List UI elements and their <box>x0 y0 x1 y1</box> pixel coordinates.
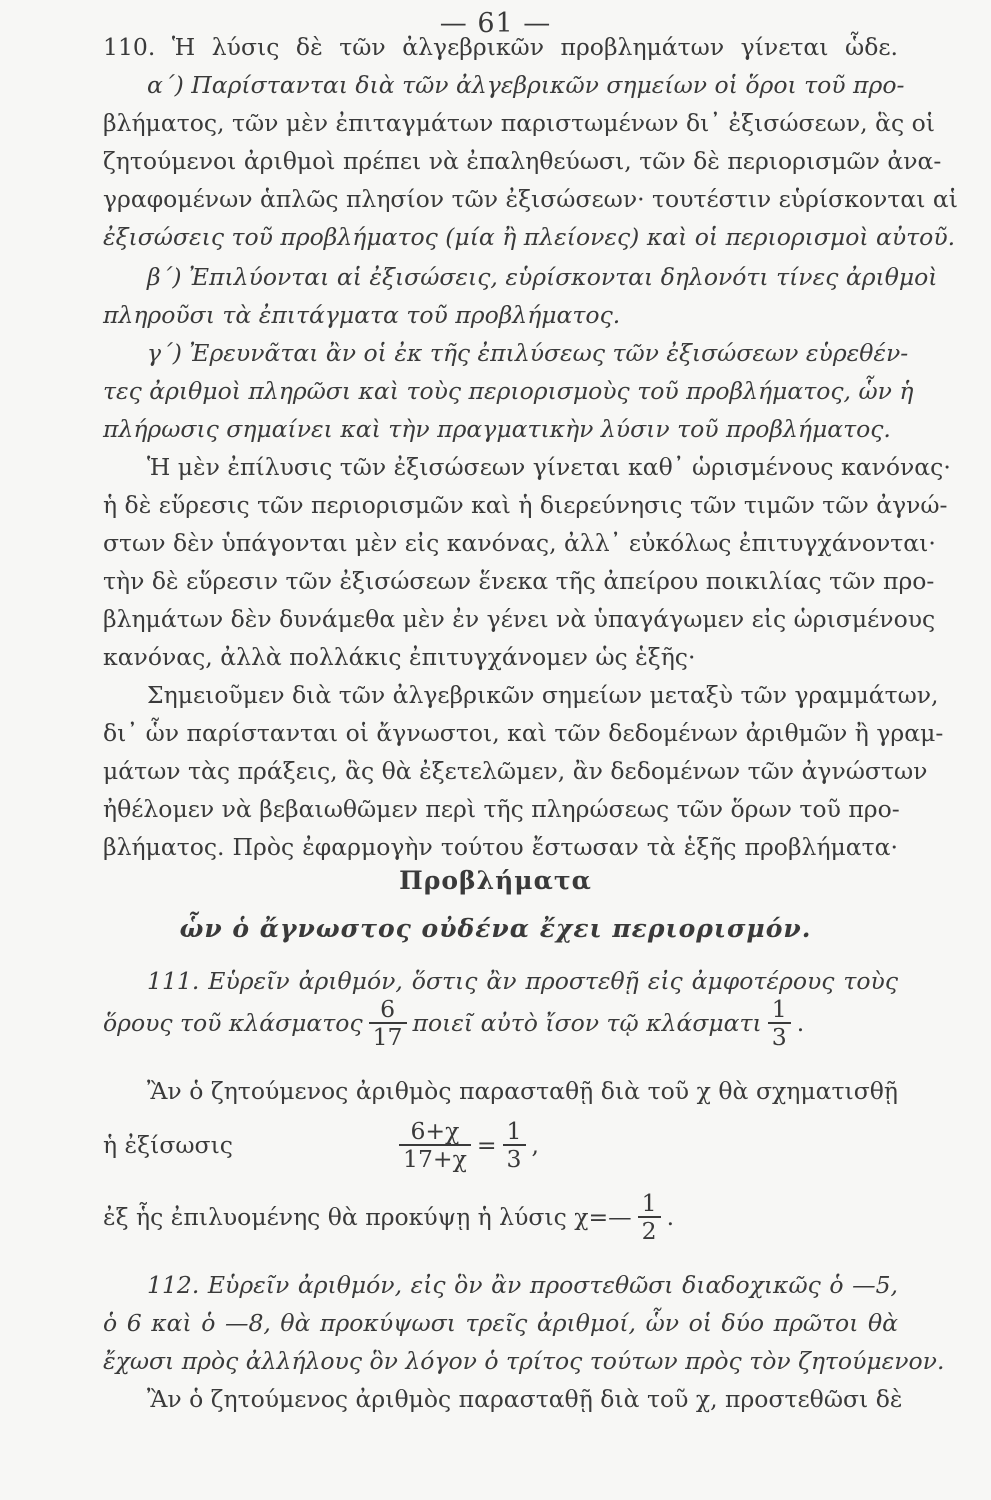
text-line: γ΄) Ἐρευνᾶται ἂν οἱ ἐκ τῆς ἐπιλύσεως τῶν ἐξισώσεων εὑρεθέν- <box>147 339 909 367</box>
text-line: Σημειοῦμεν διὰ τῶν ἀλγεβρικῶν σημείων μεταξὺ τῶν γραμμάτων, <box>147 681 939 709</box>
text-line: βλήματος, τῶν μὲν ἐπιταγμάτων παριστωμένων δι᾽ ἐξισώσεων, ἃς οἱ <box>103 109 935 137</box>
denominator: 17+χ <box>403 1145 467 1173</box>
text-line: μάτων τὰς πράξεις, ἃς θὰ ἐξετελῶμεν, ἂν δεδομένων τῶν ἀγνώστων <box>103 757 928 785</box>
text-segment: ὅρους τοῦ κλάσματος <box>103 1009 363 1037</box>
fraction-line: ὅρους τοῦ κλάσματος $\frac{6}{17}$ ποιεῖ αὐτὸ ἴσον τῷ κλάσματι $\frac{1}{3}$ . <box>103 995 805 1051</box>
text-line: 112. Εὑρεῖν ἀριθμόν, εἰς ὃν ἂν προστεθῶσι διαδοχικῶς ὁ —5, <box>147 1271 898 1299</box>
text-line: βλήματος. Πρὸς ἐφαρμογὴν τούτου ἔστωσαν τὰ ἑξῆς προβλήματα· <box>103 833 898 861</box>
text-segment: ἡ ἐξίσωσις <box>103 1131 233 1159</box>
text-line: β΄) Ἐπιλύονται αἱ ἐξισώσεις, εὑρίσκονται δηλονότι τίνες ἀριθμοὶ <box>147 263 938 291</box>
fraction-lhs <box>399 1118 471 1172</box>
section-subheading: ὧν ὁ ἄγνωστος οὐδένα ἔχει περιορισμόν. <box>179 914 812 943</box>
text-segment: ποιεῖ αὐτὸ ἴσον τῷ κλάσματι <box>412 1009 762 1037</box>
denominator: 3 <box>506 1145 522 1173</box>
text-line: γραφομένων ἁπλῶς πλησίον τῶν ἐξισώσεων· τουτέστιν εὑρίσκονται αἱ <box>103 185 958 213</box>
text-line: κανόνας, ἀλλὰ πολλάκις ἐπιτυγχάνομεν ὡς ἑξῆς· <box>103 643 696 671</box>
text-segment: ἐξ ἧς ἐπιλυομένης θὰ προκύψῃ ἡ λύσις χ= <box>103 1203 609 1231</box>
denominator: 2 <box>641 1217 657 1245</box>
text-line: ἔχωσι πρὸς ἀλλήλους ὃν λόγον ὁ τρίτος τούτων πρὸς τὸν ζητούμενον. <box>103 1347 945 1375</box>
numerator: 6+χ <box>399 1118 471 1146</box>
text-line: βλημάτων δὲν δυνάμεθα μὲν ἐν γένει νὰ ὑπαγάγωμεν εἰς ὡρισμένους <box>103 605 936 633</box>
text-line: 111. Εὑρεῖν ἀριθμόν, ὅστις ἂν προστεθῇ εἰς ἀμφοτέρους τοὺς <box>147 967 898 995</box>
text-line: Ἂν ὁ ζητούμενος ἀριθμὸς παρασταθῇ διὰ τοῦ χ θὰ σχηματισθῇ <box>147 1077 898 1105</box>
text-line: ὁ 6 καὶ ὁ —8, θὰ προκύψωσι τρεῖς ἀριθμοί, ὧν οἱ δύο πρῶτοι θὰ <box>103 1309 898 1337</box>
fraction-1-3 <box>768 996 791 1050</box>
text-line: πλήρωσις σημαίνει καὶ τὴν πραγματικὴν λύσιν τοῦ προβλήματος. <box>103 415 891 443</box>
text-line: πληροῦσι τὰ ἐπιτάγματα τοῦ προβλήματος. <box>103 301 621 329</box>
numerator: 1 <box>503 1118 526 1146</box>
fraction-rhs <box>503 1118 526 1172</box>
text-line: ἠθέλομεν νὰ βεβαιωθῶμεν περὶ τῆς πληρώσεως τῶν ὅρων τοῦ προ- <box>103 795 900 823</box>
text-line: δι᾽ ὧν παρίστανται οἱ ἄγνωστοι, καὶ τῶν δεδομένων ἀριθμῶν ἢ γραμ- <box>103 719 944 747</box>
text-line: Ἡ μὲν ἐπίλυσις τῶν ἐξισώσεων γίνεται καθ᾽ ὡρισμένους κανόνας· <box>147 453 951 481</box>
text-line: 110. Ἡ λύσις δὲ τῶν ἀλγεβρικῶν προβλημάτων γίνεται ὧδε. <box>103 33 898 61</box>
text-line: στων δὲν ὑπάγονται μὲν εἰς κανόνας, ἀλλ᾽ εὐκόλως ἐπιτυγχάνονται· <box>103 529 936 557</box>
text-line: ἐξισώσεις τοῦ προβλήματος (μία ἢ πλείονες) καὶ οἱ περιορισμοὶ αὐτοῦ. <box>103 223 956 251</box>
page-number: — 61 — <box>439 8 552 39</box>
solution-line: ἐξ ἧς ἐπιλυομένης θὰ προκύψῃ ἡ λύσις χ= — $\frac{1}{2}$ . <box>103 1189 675 1245</box>
fraction-6-17 <box>369 996 407 1050</box>
text-line: τὴν δὲ εὕρεσιν τῶν ἐξισώσεων ἕνεκα τῆς ἀπείρου ποικιλίας τῶν προ- <box>103 567 935 595</box>
denominator: 17 <box>372 1023 403 1051</box>
numerator: 1 <box>638 1190 661 1218</box>
numerator: 1 <box>768 996 791 1024</box>
denominator: 3 <box>771 1023 787 1051</box>
section-heading: Προβλήματα <box>399 866 592 895</box>
equation-line: ἡ ἐξίσωσις $\frac{6+\chi}{17+\chi}$ = $\frac{1}{3}$ , <box>103 1117 539 1173</box>
text-line: α΄) Παρίστανται διὰ τῶν ἀλγεβρικῶν σημείων οἱ ὅροι τοῦ προ- <box>147 71 905 99</box>
text-line: Ἂν ὁ ζητούμενος ἀριθμὸς παρασταθῇ διὰ τοῦ χ, προστεθῶσι δὲ <box>147 1385 903 1413</box>
numerator: 6 <box>369 996 407 1024</box>
text-line: ἡ δὲ εὕρεσις τῶν περιορισμῶν καὶ ἡ διερεύνησις τῶν τιμῶν τῶν ἀγνώ- <box>103 491 948 519</box>
fraction-solution <box>638 1190 661 1244</box>
text-line: τες ἀριθμοὶ πληρῶσι καὶ τοὺς περιορισμοὺς τοῦ προβλήματος, ὧν ἡ <box>103 377 914 405</box>
text-line: ζητούμενοι ἀριθμοὶ πρέπει νὰ ἐπαληθεύωσι, τῶν δὲ περιορισμῶν ἀνα- <box>103 147 942 175</box>
